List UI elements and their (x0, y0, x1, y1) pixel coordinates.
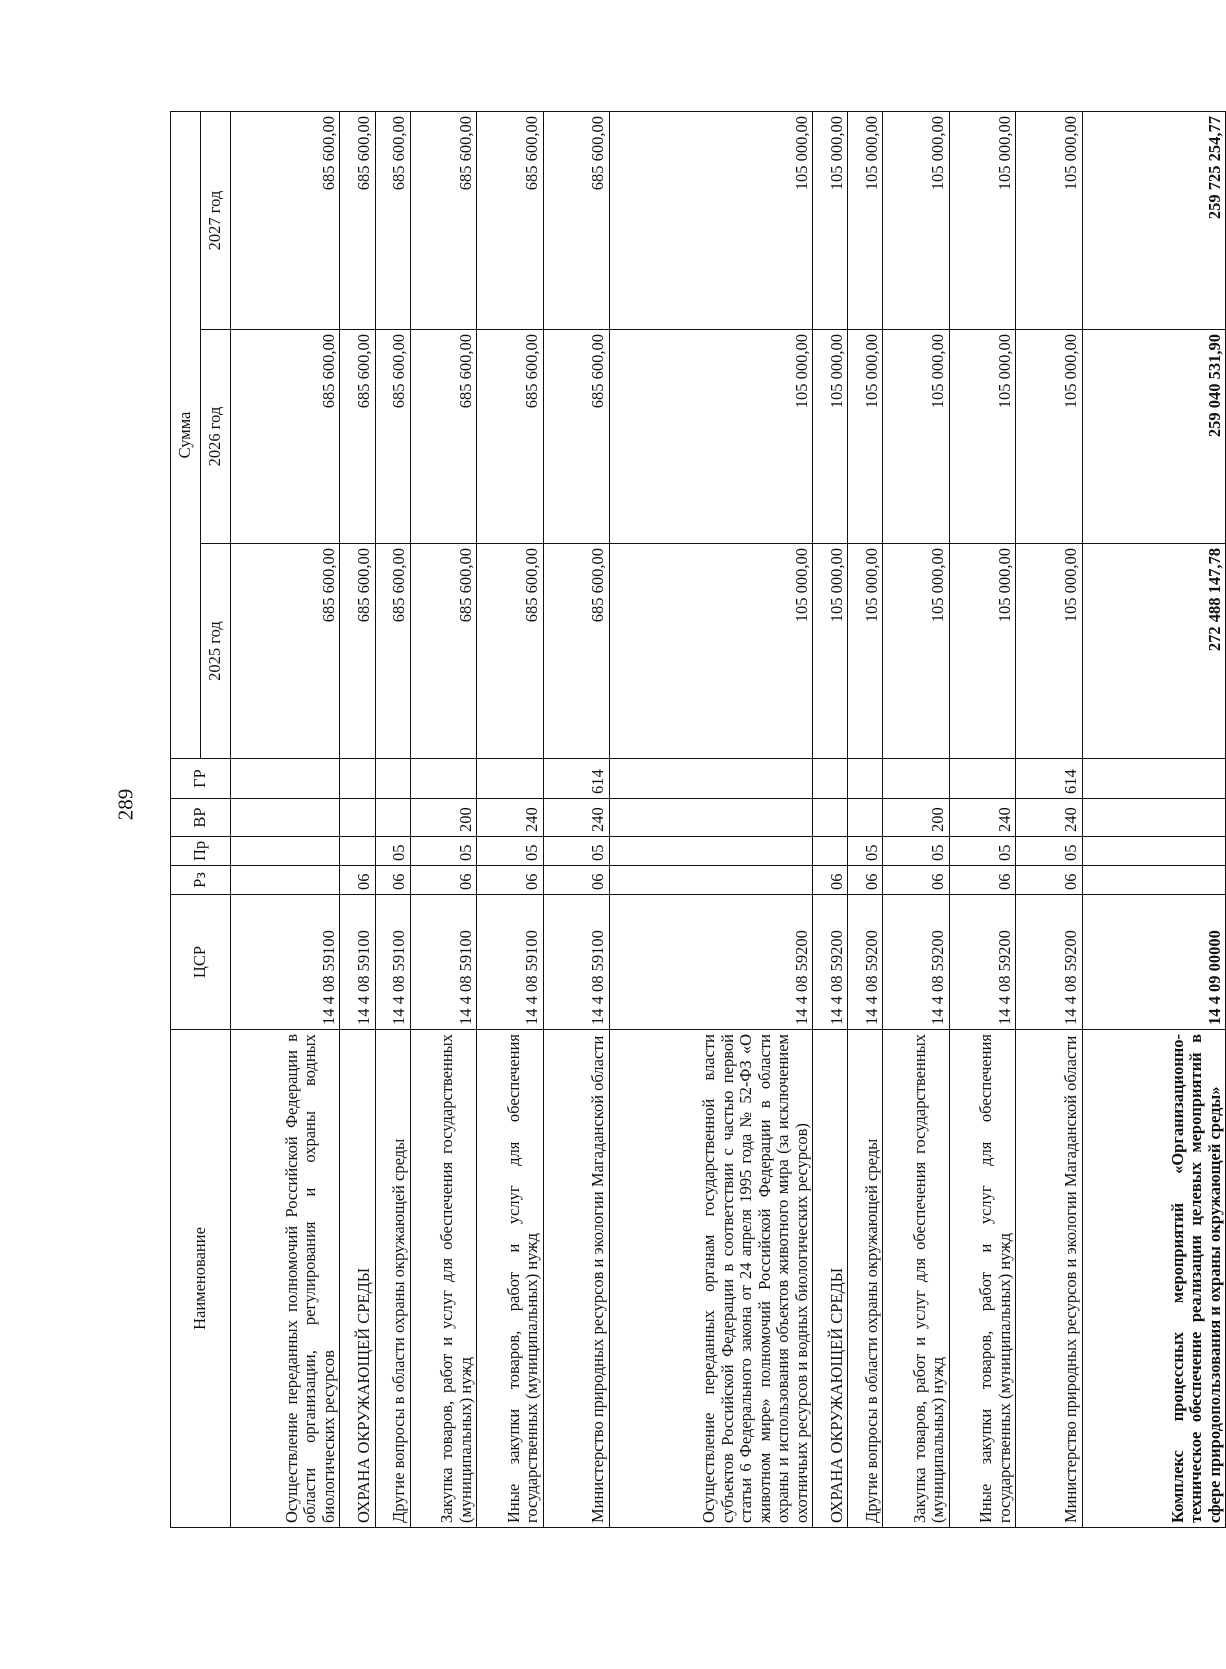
row-name: Закупка товаров, работ и услуг для обеспечения государственных (муниципальных) нужд (883, 1030, 949, 1528)
row-gr (848, 759, 883, 799)
row-csr: 14 4 08 59100 (543, 895, 609, 1030)
table-row (231, 112, 340, 1528)
table-row (375, 112, 410, 1528)
row-gr (231, 759, 340, 799)
header-2026: 2026 год (201, 330, 231, 544)
row-csr: 14 4 08 59200 (609, 895, 812, 1030)
row-amount-2027: 259 725 254,77 (1082, 112, 1225, 330)
table-row (848, 112, 883, 1528)
table-row (949, 112, 1015, 1528)
row-name: Министерство природных ресурсов и экологии Магаданской области (543, 1030, 609, 1528)
budget-table (170, 111, 1226, 1528)
row-name: Другие вопросы в области охраны окружающей среды (375, 1030, 410, 1528)
row-csr: 14 4 08 59200 (848, 895, 883, 1030)
row-amount-2027: 105 000,00 (848, 112, 883, 330)
table-body (231, 112, 1226, 1528)
row-amount-2025: 105 000,00 (1016, 544, 1082, 759)
row-csr: 14 4 08 59200 (1016, 895, 1082, 1030)
row-amount-2026: 685 600,00 (340, 330, 375, 544)
row-amount-2026: 685 600,00 (410, 330, 476, 544)
row-name: ОХРАНА ОКРУЖАЮЩЕЙ СРЕДЫ (340, 1030, 375, 1528)
row-amount-2026: 105 000,00 (883, 330, 949, 544)
header-rz: Рз (171, 866, 231, 895)
row-vr: 240 (477, 799, 543, 837)
row-rz: 06 (543, 866, 609, 895)
row-gr (375, 759, 410, 799)
row-pr: 05 (477, 837, 543, 866)
table-row (410, 112, 476, 1528)
row-vr: 200 (883, 799, 949, 837)
row-gr (609, 759, 812, 799)
row-rz: 06 (1016, 866, 1082, 895)
row-amount-2025: 105 000,00 (609, 544, 812, 759)
row-csr: 14 4 08 59100 (340, 895, 375, 1030)
row-amount-2026: 685 600,00 (543, 330, 609, 544)
table-row (1016, 112, 1082, 1528)
row-amount-2025: 685 600,00 (543, 544, 609, 759)
row-vr (609, 799, 812, 837)
row-amount-2025: 685 600,00 (410, 544, 476, 759)
row-amount-2027: 685 600,00 (340, 112, 375, 330)
row-pr: 05 (543, 837, 609, 866)
row-amount-2026: 259 040 531,90 (1082, 330, 1225, 544)
row-amount-2027: 685 600,00 (410, 112, 476, 330)
row-rz (1082, 866, 1225, 895)
row-gr (410, 759, 476, 799)
row-name: ОХРАНА ОКРУЖАЮЩЕЙ СРЕДЫ (813, 1030, 848, 1528)
row-amount-2026: 685 600,00 (231, 330, 340, 544)
row-csr: 14 4 09 00000 (1082, 895, 1225, 1030)
row-vr: 240 (949, 799, 1015, 837)
header-vr: ВР (171, 799, 231, 837)
row-csr: 14 4 08 59100 (375, 895, 410, 1030)
row-amount-2025: 105 000,00 (848, 544, 883, 759)
row-pr: 05 (375, 837, 410, 866)
row-pr: 05 (949, 837, 1015, 866)
page-number: 289 (113, 788, 138, 821)
row-gr (1082, 759, 1225, 799)
row-rz: 06 (340, 866, 375, 895)
row-amount-2027: 685 600,00 (477, 112, 543, 330)
row-pr (609, 837, 812, 866)
row-amount-2026: 105 000,00 (1016, 330, 1082, 544)
row-gr: 614 (543, 759, 609, 799)
row-amount-2025: 105 000,00 (949, 544, 1015, 759)
row-amount-2025: 685 600,00 (340, 544, 375, 759)
table-row (543, 112, 609, 1528)
header-pr: Пр (171, 837, 231, 866)
row-amount-2025: 105 000,00 (813, 544, 848, 759)
row-amount-2027: 685 600,00 (375, 112, 410, 330)
row-pr: 05 (883, 837, 949, 866)
rotated-page-content (170, 112, 1226, 1528)
row-vr: 240 (1016, 799, 1082, 837)
row-rz (231, 866, 340, 895)
row-name: Осуществление переданных органам государственной власти субъектов Российской Федерации в соответствии с частью первой статьи 6 Федерального закона от 24 апреля 1995 года № 52-ФЗ «О животном мире» полномочий Российской Федерации в области охраны и использования объектов животного мира (за исключением охотничьих ресурсов и водных биологических ресурсов) (609, 1030, 812, 1528)
row-gr (477, 759, 543, 799)
row-pr (231, 837, 340, 866)
row-name: Иные закупки товаров, работ и услуг для обеспечения государственных (муниципальных) нужд (949, 1030, 1015, 1528)
table-row (813, 112, 848, 1528)
row-pr: 05 (1016, 837, 1082, 866)
header-2027: 2027 год (201, 112, 231, 330)
row-name: Закупка товаров, работ и услуг для обеспечения государственных (муниципальных) нужд (410, 1030, 476, 1528)
row-vr (848, 799, 883, 837)
row-csr: 14 4 08 59200 (883, 895, 949, 1030)
row-pr: 05 (410, 837, 476, 866)
row-rz: 06 (477, 866, 543, 895)
row-vr: 240 (543, 799, 609, 837)
row-rz: 06 (813, 866, 848, 895)
row-amount-2027: 685 600,00 (543, 112, 609, 330)
row-amount-2025: 685 600,00 (477, 544, 543, 759)
row-name: Иные закупки товаров, работ и услуг для обеспечения государственных (муниципальных) нужд (477, 1030, 543, 1528)
row-vr: 200 (410, 799, 476, 837)
row-amount-2025: 105 000,00 (883, 544, 949, 759)
row-amount-2027: 105 000,00 (609, 112, 812, 330)
row-name: Другие вопросы в области охраны окружающей среды (848, 1030, 883, 1528)
row-amount-2026: 105 000,00 (949, 330, 1015, 544)
row-gr (813, 759, 848, 799)
header-sum: Сумма (171, 112, 201, 759)
row-csr: 14 4 08 59100 (477, 895, 543, 1030)
row-gr (949, 759, 1015, 799)
row-pr (813, 837, 848, 866)
row-amount-2027: 105 000,00 (1016, 112, 1082, 330)
table-row (609, 112, 812, 1528)
row-amount-2027: 105 000,00 (883, 112, 949, 330)
row-gr: 614 (1016, 759, 1082, 799)
row-name: Комплекс процессных мероприятий «Организационно-техническое обеспечение реализации целевых мероприятий в сфере природопользования и охраны окружающей среды» (1082, 1030, 1225, 1528)
row-gr (340, 759, 375, 799)
row-vr (375, 799, 410, 837)
row-csr: 14 4 08 59100 (231, 895, 340, 1030)
header-csr: ЦСР (171, 895, 231, 1030)
row-amount-2025: 272 488 147,78 (1082, 544, 1225, 759)
row-name: Осуществление переданных полномочий Российской Федерации в области организации, регулирования и охраны водных биологических ресурсов (231, 1030, 340, 1528)
row-name: Министерство природных ресурсов и экологии Магаданской области (1016, 1030, 1082, 1528)
row-rz: 06 (375, 866, 410, 895)
row-amount-2025: 685 600,00 (375, 544, 410, 759)
row-gr (883, 759, 949, 799)
row-amount-2027: 105 000,00 (949, 112, 1015, 330)
row-vr (231, 799, 340, 837)
row-amount-2027: 685 600,00 (231, 112, 340, 330)
row-amount-2027: 105 000,00 (813, 112, 848, 330)
table-row (340, 112, 375, 1528)
row-amount-2026: 685 600,00 (477, 330, 543, 544)
row-amount-2025: 685 600,00 (231, 544, 340, 759)
row-amount-2026: 105 000,00 (848, 330, 883, 544)
row-rz (609, 866, 812, 895)
row-csr: 14 4 08 59200 (949, 895, 1015, 1030)
row-rz: 06 (410, 866, 476, 895)
row-pr (340, 837, 375, 866)
row-amount-2026: 105 000,00 (609, 330, 812, 544)
header-name: Наименование (171, 1030, 231, 1528)
row-csr: 14 4 08 59100 (410, 895, 476, 1030)
row-vr (813, 799, 848, 837)
table-row (883, 112, 949, 1528)
row-csr: 14 4 08 59200 (813, 895, 848, 1030)
row-pr: 05 (848, 837, 883, 866)
row-vr (1082, 799, 1225, 837)
table-row (1082, 112, 1225, 1528)
row-vr (340, 799, 375, 837)
row-amount-2026: 105 000,00 (813, 330, 848, 544)
table-row (477, 112, 543, 1528)
row-rz: 06 (883, 866, 949, 895)
row-rz: 06 (949, 866, 1015, 895)
header-gr: ГР (171, 759, 231, 799)
header-2025: 2025 год (201, 544, 231, 759)
row-amount-2026: 685 600,00 (375, 330, 410, 544)
row-rz: 06 (848, 866, 883, 895)
row-pr (1082, 837, 1225, 866)
